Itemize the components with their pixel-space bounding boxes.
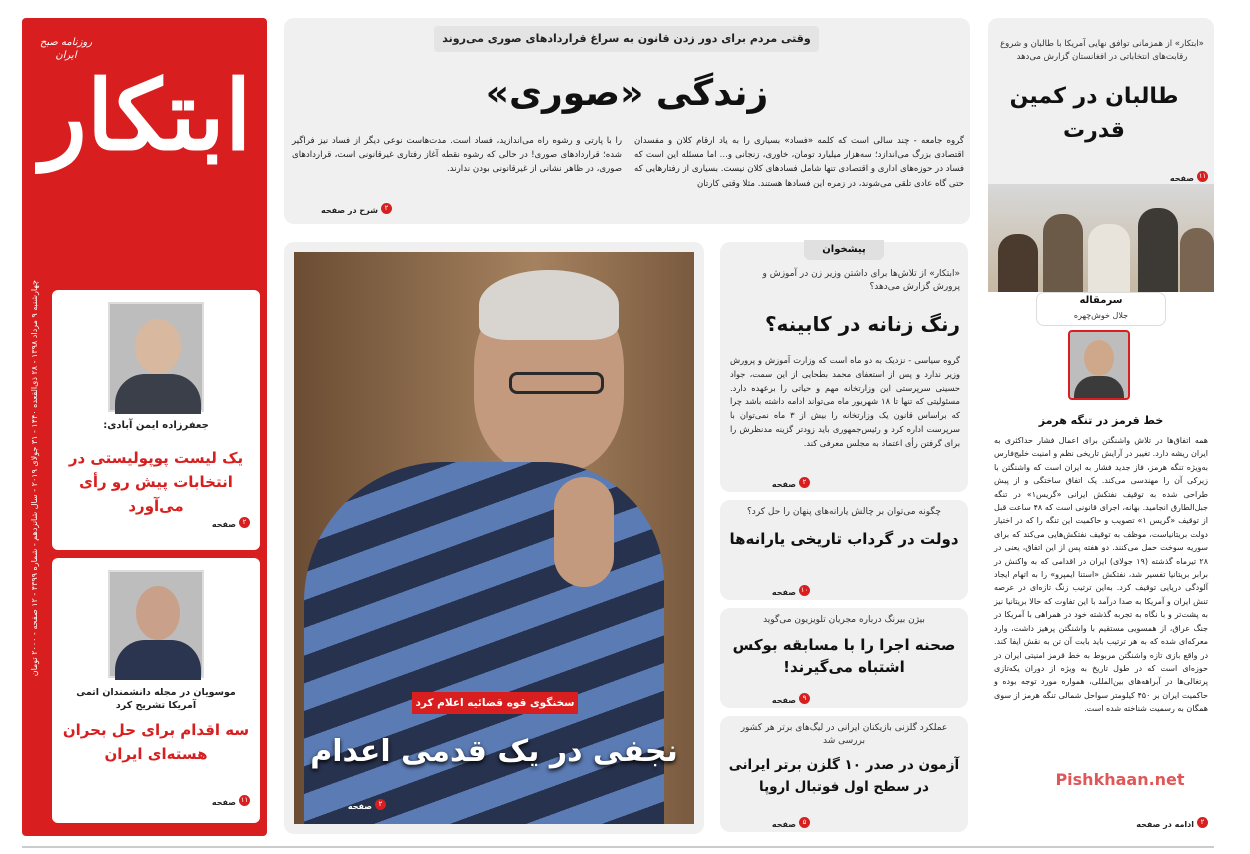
page-dot: ۱۱: [1198, 172, 1207, 180]
edition-line: [30, 280, 44, 677]
middle-story-4-headline[interactable]: آزمون در صدر ۱۰ گلزن برتر ایرانی در سطح اول فوتبال اروپا: [728, 757, 960, 795]
hand: [554, 477, 614, 587]
main-photo-headline[interactable]: نجفی در یک قدمی اعدام: [310, 734, 678, 769]
person1-face: [135, 319, 181, 374]
middle-story-1-body: گروه سیاسی - نزدیک به دو ماه است که وزارت آموزش و پرورش وزیر ندارد و پس از استعفای محمد بطحایی از این سمت، جواد حسینی سرپرستی این وزارتخانه مهم و حیاتی را برعهده دارد. مسئولیتی که تنها تا ۱۸ شهریور ماه می‌تواند ادامه داشته باشد چرا که براساس قانون یک وزارتخانه را بیش از ۳ ماه نمی‌توان با سرپرست اداره کرد و رئیس‌جمهوری باید زودتر گزینه مدنظرش را برای گرفتن رأی اعتماد به مجلس معرفی کند.: [730, 355, 960, 448]
right-story-kicker: «ابتکار» از همزمانی توافق نهایی آمریکا با طالبان و شروع رقابت‌های انتخاباتی در افغانستان گزارش می‌دهد: [1000, 39, 1204, 62]
person1-photo: [108, 302, 204, 412]
author-suit: [1074, 376, 1124, 398]
top-story-kicker: وقتی مردم برای دور زدن قانون به سراغ قراردادهای صوری می‌روند: [434, 26, 819, 52]
person2-suit: [115, 640, 201, 680]
middle-story-4-kicker: عملکرد گلزنی بازیکنان ایرانی در لیگ‌های برتر هر کشور بررسی شد: [740, 723, 948, 746]
middle-story-4-page-ref[interactable]: [730, 812, 810, 831]
middle-story-3-headline[interactable]: صحنه اجرا را با مسابقه بوکس اشتباه می‌گیرند!: [732, 636, 956, 676]
middle-story-2-headline[interactable]: دولت در گرداب تاریخی یارانه‌ها: [729, 530, 959, 548]
editorial-label: سرمقاله: [1079, 295, 1123, 306]
page-dot: ۲: [799, 477, 810, 488]
main-photo-page-ref[interactable]: [306, 794, 386, 813]
top-story[interactable]: [284, 18, 970, 224]
page-ref-left-1[interactable]: [62, 512, 250, 531]
middle-story-1-kicker: «ابتکار» از تلاش‌ها برای داشتن وزیر زن در آموزش و پرورش گزارش می‌دهد؟: [762, 269, 960, 292]
author-face: [1084, 340, 1114, 376]
top-story-page-ref[interactable]: [292, 198, 392, 217]
person2-caption: موسویان در مجله دانشمندان اتمی آمریکا تشریح کرد: [76, 687, 236, 711]
page-label: صفحه: [211, 520, 236, 529]
middle-story-3[interactable]: [720, 608, 968, 708]
editorial-label-box: [1036, 292, 1166, 326]
person2-face: [136, 586, 180, 640]
person2-panel[interactable]: [52, 558, 260, 823]
page-label: صفحه: [211, 798, 236, 807]
right-story-page-ref[interactable]: [1138, 166, 1208, 185]
middle-story-1[interactable]: [720, 242, 968, 492]
author-photo: [1068, 330, 1130, 400]
person1-suit: [115, 374, 201, 414]
page-label: شرح در صفحه: [321, 206, 378, 215]
middle-story-1-headline[interactable]: رنگ زنانه در کابینه؟: [764, 312, 960, 336]
masthead-logo: ابتکار: [40, 59, 252, 172]
person2-photo: [108, 570, 204, 678]
person1-panel[interactable]: [52, 290, 260, 550]
middle-story-2-kicker: چگونه می‌توان بر چالش یارانه‌های پنهان را حل کرد؟: [747, 507, 941, 517]
page-dot: ۲: [381, 203, 392, 214]
page-label: صفحه: [1169, 174, 1194, 183]
masthead-column: [22, 18, 267, 836]
page-dot: ۵: [799, 817, 810, 828]
edition-text: چهارشنبه ۹ مرداد ۱۳۹۸ - ۲۸ ذی‌القعده ۱۴۴۰ - ۳۱ جولای ۲۰۱۹ - سال شانزدهم - شماره ۴۳۹۹ - ۱۲ صفحه - ۲۰۰۰ تومان: [30, 280, 39, 677]
page-dot: ۲: [375, 799, 386, 810]
main-photo-kicker: سخنگوی قوه قضائیه اعلام کرد: [412, 692, 578, 714]
watermark: Pishkhaan.net: [1055, 770, 1185, 789]
page-dot: ۱۱: [240, 796, 249, 804]
main-photo-panel[interactable]: [284, 242, 704, 834]
editorial-author: جلال خوش‌چهره: [1073, 311, 1129, 320]
editorial-title[interactable]: خط قرمز در تنگه هرمز: [1038, 414, 1164, 427]
taliban-photo: [988, 184, 1214, 308]
person1-caption: جعفرزاده ایمن آبادی:: [103, 420, 209, 431]
right-story[interactable]: [988, 18, 1214, 308]
middle-story-4[interactable]: [720, 716, 968, 832]
page-label: صفحه: [771, 696, 796, 705]
editorial-continue[interactable]: [994, 812, 1208, 831]
middle-story-2[interactable]: [720, 500, 968, 600]
left-headline-1[interactable]: یک لیست پوپولیستی در انتخابات پیش رو رأی می‌آورد: [68, 449, 244, 515]
bottom-rule: [22, 846, 1214, 848]
page-label: صفحه: [771, 820, 796, 829]
pishkhan-label: پیشخوان: [804, 240, 884, 260]
glasses: [509, 372, 604, 394]
page-dot: ۹: [799, 693, 810, 704]
editorial-body: همه اتفاق‌ها در تلاش واشنگتن برای اعمال فشار حداکثری به ایران ریشه دارد. تغییر در آرایش تاریخی نظم و امنیت خلیج‌فارس به‌ویژه تنگه هرمز، فاز جدید فشار به ایران است که واشنگتن با زیرکی آن را مهندسی می‌کند. یک اتفاق ساختگی و از پیش طراحی شده به توقیف نفتکش ایرانی «گریس۱» در تنگه جبل‌الطارق انجامید. بهانه، اجرای قانونی است که ۴۸ ساعت قبل از توقیف «گریس ۱» تصویب و حاکمیت این تنگه را که در اختیار دولت بریتانیاست، موظف به توقیف نفتکش‌هایی می‌کند که برای سوریه سوخت حمل می‌کنند. دو هفته پس از این اتفاق، یعنی در ۲۸ تیرماه گذشته (۱۹ جولای) ایران در اقدامی که به واکنش در برابر بریتانیا تفسیر شد، نفتکش «استنا ایمپرو» را به اتهام ایجاد آلودگی دریایی توقیف کرد. به‌این ترتیب زنگ تازه‌ای در عرصه تنش ایران و آمریکا به صدا درآمد با این تفاوت که حالا بریتانیا نیز به پشت‌تر و با نگاه به تجربه گذشته خود در همراهی با آمریکا در جنگ عراق، از همسویی مستقیم با واشنگتن پرهیز داشت، وارد معرکه‌ای شده که به هر ترتیب باید بابت آن تن به نقش ایفا کند. در واقع بازی تازه واشنگتن مربوط به خط قرمز امنیتی ایران در حوزه‌ای است که در طول تاریخ به ویژه از دوران یکه‌تازی پرتغالی‌ها در آبراهه‌های بین‌المللی، همواره مورد توجه بوده و حاکمیت ایران بر ۴۵۰ کیلومتر سواحل شمالی تنگه هرمز از سوی همگان به رسمیت شناخته شده است.: [994, 436, 1209, 714]
left-headline-2[interactable]: سه اقدام برای حل بحران هسته‌ای ایران: [62, 721, 250, 763]
page-label: صفحه: [771, 480, 796, 489]
page-ref-left-2[interactable]: [62, 790, 250, 809]
page-dot: ۲: [1197, 817, 1208, 828]
masthead-subtitle: روزنامه صبح ایران: [39, 37, 93, 61]
top-story-col-right: گروه جامعه - چند سالی است که کلمه «فساد» بسیاری را به یاد ارقام کلان و مفسدان اقتصادی بزرگ می‌اندازد؛ سه‌هزار میلیارد تومان، خاوری، زنجانی و... اما مسئله این است که فساد در حوزه‌های اداری و اقتصادی تنها شامل فسادهای کلان نیست. بسیاری از رفتارهایی که حتی گاه عادی تلقی می‌شوند، در زمره این فسادها هستند. مثلا وقتی کارتان: [634, 136, 964, 189]
middle-story-2-page-ref[interactable]: [730, 580, 810, 599]
page-label: صفحه: [771, 588, 796, 597]
page-label: صفحه: [347, 802, 372, 811]
hair: [479, 270, 619, 340]
top-story-col-left: را با پارتی و رشوه راه می‌اندازید، فساد است. مدت‌هاست نوعی دیگر از فساد نیز فراگیر شده؛ قراردادهای صوری! در حالی که رشوه نقطه آغاز رفتاری غیرقانونی است، قراردادهای صوری، در ظاهر نشانی از غیرقانونی بودن ندارند.: [292, 136, 622, 175]
right-story-headline[interactable]: طالبان در کمین قدرت: [1009, 84, 1179, 143]
page-label: ادامه در صفحه: [1136, 820, 1194, 829]
page-dot: ۱۰: [800, 586, 809, 594]
middle-story-3-page-ref[interactable]: [730, 688, 810, 707]
editorial[interactable]: [988, 292, 1214, 834]
middle-story-3-kicker: بیژن بیرنگ درباره مجریان تلویزیون می‌گوید: [763, 615, 925, 625]
middle-story-1-page-ref[interactable]: [730, 472, 810, 491]
page-dot: ۲: [239, 517, 250, 528]
top-story-headline[interactable]: زندگی «صوری»: [485, 73, 769, 114]
